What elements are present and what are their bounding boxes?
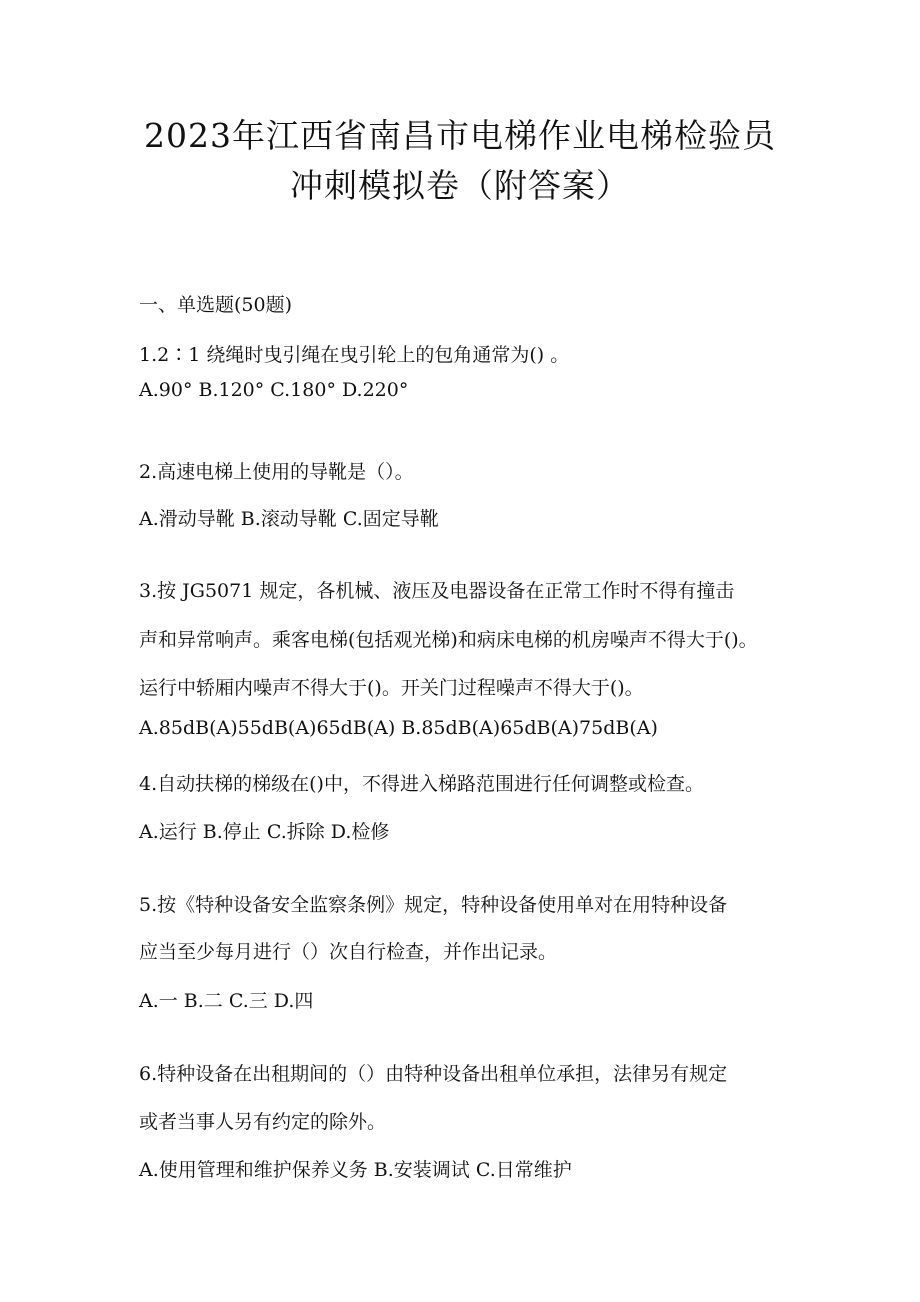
question-2-options: A.滑动导靴 B.滚动导靴 C.固定导靴 — [139, 508, 439, 530]
document-title-line-1: 2023年江西省南昌市电梯作业电梯检验员 — [144, 116, 776, 155]
question-2-text: 2.高速电梯上使用的导靴是（）。 — [139, 461, 414, 483]
question-3-text-line-3: 运行中轿厢内噪声不得大于()。开关门过程噪声不得大于()。 — [139, 677, 644, 699]
question-6-options: A.使用管理和维护保养义务 B.安装调试 C.日常维护 — [139, 1159, 572, 1181]
document-title-line-2: 冲刺模拟卷（附答案） — [290, 166, 630, 205]
question-4-options: A.运行 B.停止 C.拆除 D.检修 — [139, 821, 390, 843]
question-5-text-line-1: 5.按《特种设备安全监察条例》规定，特种设备使用单对在用特种设备 — [139, 894, 728, 916]
question-1-options: A.90° B.120° C.180° D.220° — [139, 379, 409, 401]
question-5-options: A.一 B.二 C.三 D.四 — [139, 990, 314, 1012]
question-3-text-line-1: 3.按 JG5071 规定，各机械、液压及电器设备在正常工作时不得有撞击 — [139, 580, 735, 602]
section-heading: 一、单选题(50题) — [139, 294, 293, 316]
question-3-text-line-2: 声和异常响声。乘客电梯(包括观光梯)和病床电梯的机房噪声不得大于()。 — [139, 629, 758, 651]
question-3-options: A.85dB(A)55dB(A)65dB(A) B.85dB(A)65dB(A)75dB(A) — [139, 717, 658, 739]
question-1-text: 1.2∶1 绕绳时曳引绳在曳引轮上的包角通常为() 。 — [139, 344, 570, 366]
question-6-text-line-2: 或者当事人另有约定的除外。 — [139, 1111, 387, 1133]
question-4-text: 4.自动扶梯的梯级在()中，不得进入梯路范围进行任何调整或检查。 — [139, 773, 704, 795]
question-5-text-line-2: 应当至少每月进行（）次自行检查，并作出记录。 — [139, 941, 558, 963]
question-6-text-line-1: 6.特种设备在出租期间的（）由特种设备出租单位承担，法律另有规定 — [139, 1063, 728, 1085]
